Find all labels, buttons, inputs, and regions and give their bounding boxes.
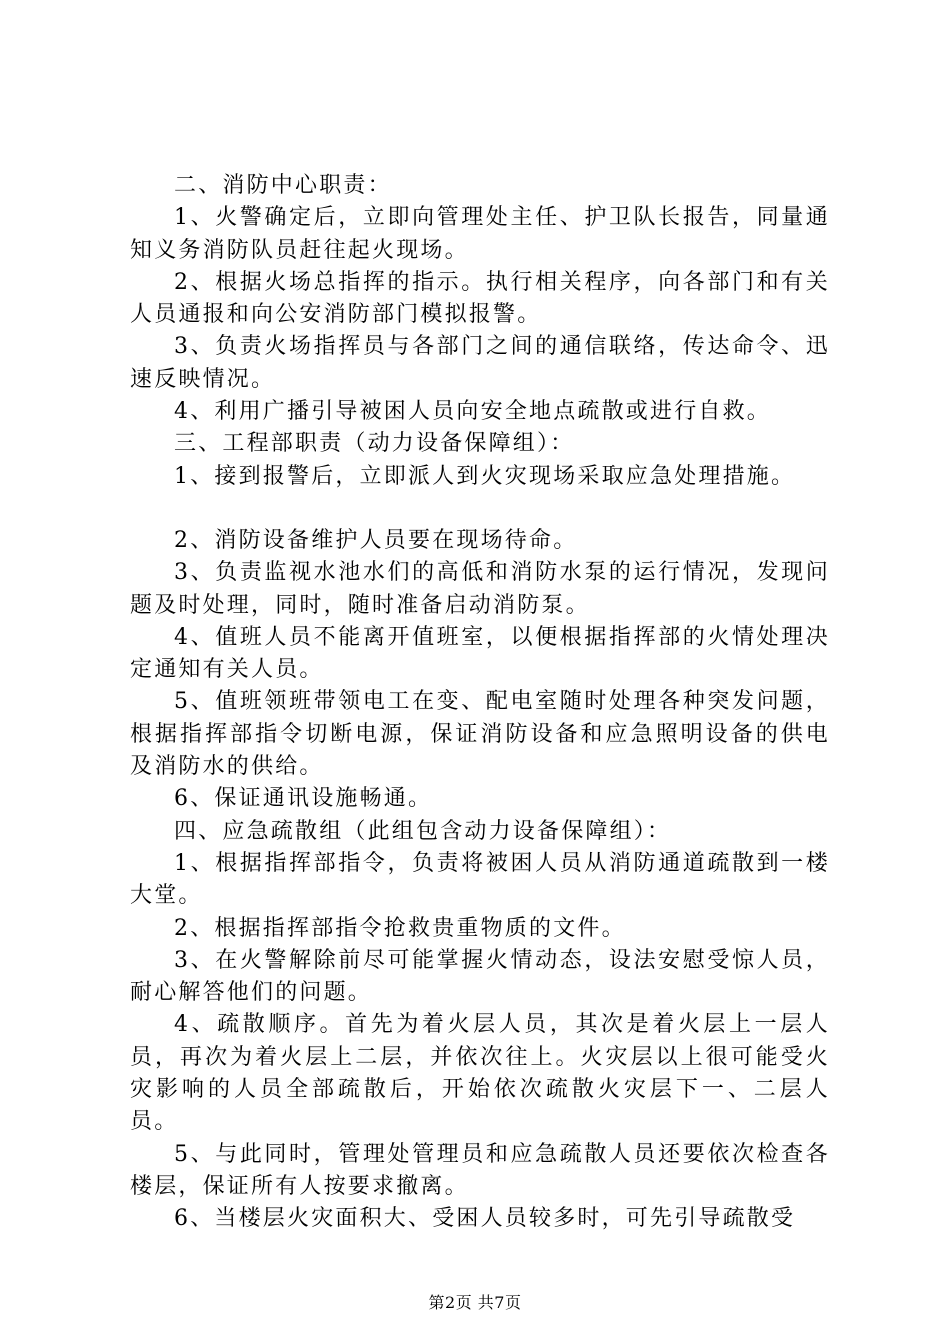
paragraph: 4、疏散顺序。首先为着火层人员，其次是着火层上一层人员，再次为着火层上二层，并依次往上。火灾层以上很可能受火灾影响的人员全部疏散后，开始依次疏散火灾层下一、二层人员。 (130, 1012, 830, 1135)
paragraph: 5、与此同时，管理处管理员和应急疏散人员还要依次检查各楼层，保证所有人按要求撤离。 (130, 1141, 830, 1199)
paragraph: 5、值班领班带领电工在变、配电室随时处理各种突发问题，根据指挥部指令切断电源，保证消防设备和应急照明设备的供电及消防水的供给。 (130, 689, 830, 780)
paragraph: 3、负责监视水池水们的高低和消防水泵的运行情况，发现问题及时处理，同时，随时准备启动消防泵。 (130, 560, 830, 618)
paragraph: 6、当楼层火灾面积大、受困人员较多时，可先引导疏散受 (174, 1206, 796, 1232)
page-footer: 第2页 共7页 (428, 1293, 522, 1312)
paragraph: 2、根据火场总指挥的指示。执行相关程序，向各部门和有关人员通报和向公安消防部门模拟报警。 (130, 269, 830, 328)
paragraph: 3、在火警解除前尽可能掌握火情动态，设法安慰受惊人员，耐心解答他们的问题。 (130, 947, 830, 1006)
section-heading-fire-center: 二、消防中心职责： (174, 173, 392, 198)
section-heading-evacuation: 四、应急疏散组（此组包含动力设备保障组）： (174, 818, 672, 844)
paragraph: 1、根据指挥部指令，负责将被困人员从消防通道疏散到一楼大堂。 (130, 850, 830, 909)
paragraph: 2、根据指挥部指令抢救贵重物质的文件。 (174, 915, 626, 941)
paragraph: 4、值班人员不能离开值班室，以便根据指挥部的火情处理决定通知有关人员。 (130, 624, 830, 683)
paragraph: 3、负责火场指挥员与各部门之间的通信联络，传达命令、迅速反映情况。 (130, 334, 830, 392)
paragraph: 6、保证通讯设施畅通。 (174, 786, 433, 812)
document-body (130, 170, 830, 1236)
paragraph: 2、消防设备维护人员要在现场待命。 (174, 527, 578, 553)
paragraph: 1、接到报警后，立即派人到火灾现场采取应急处理措施。 (174, 463, 796, 489)
paragraph: 1、火警确定后，立即向管理处主任、护卫队长报告，同量通知义务消防队员赶往起火现场。 (130, 205, 830, 263)
paragraph: 4、利用广播引导被困人员向安全地点疏散或进行自救。 (174, 399, 771, 425)
section-heading-engineering: 三、工程部职责（动力设备保障组）： (174, 431, 575, 457)
